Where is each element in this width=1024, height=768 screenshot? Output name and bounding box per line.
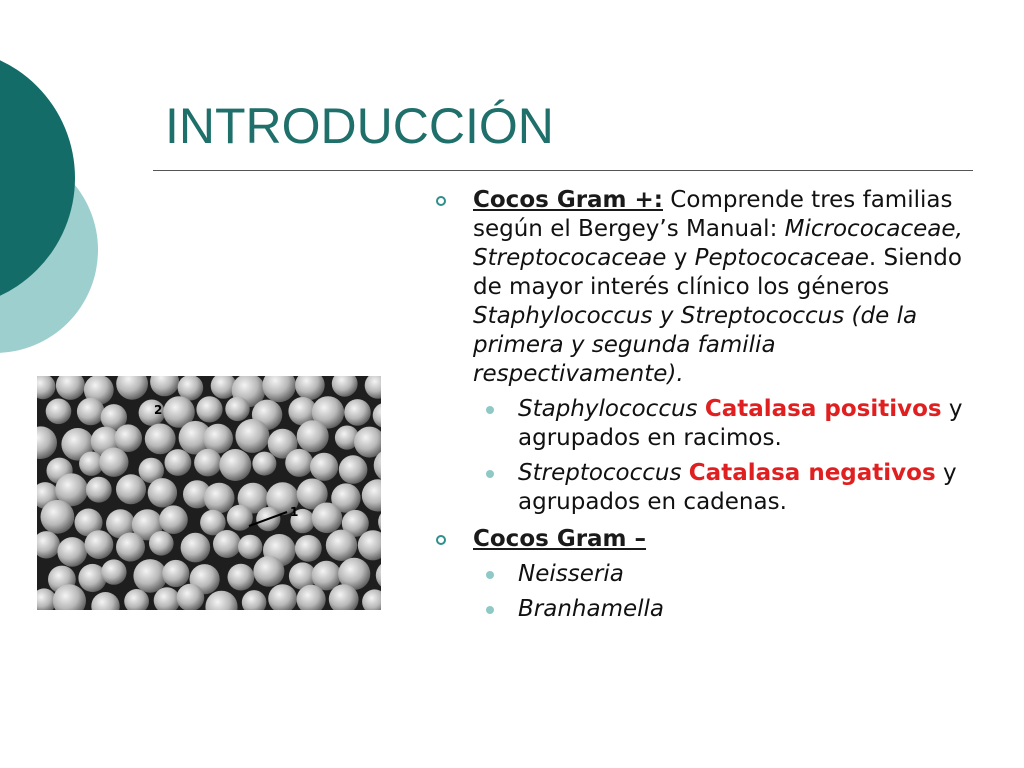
coccus-cell	[204, 483, 235, 514]
coccus-cell	[77, 398, 105, 426]
coccus-cell	[312, 503, 343, 534]
coccus-cell	[181, 533, 211, 563]
heading-gram-pos: Cocos Gram +:	[473, 187, 663, 213]
coccus-cell	[228, 564, 255, 591]
genus-name: Neisseria	[518, 561, 624, 587]
cocci-micrograph-image	[37, 376, 381, 610]
title-divider	[153, 170, 973, 171]
slide-title: INTRODUCCIÓN	[165, 98, 554, 154]
coccus-cell	[297, 420, 329, 452]
hollow-circle-bullet-icon	[436, 535, 446, 545]
coccus-cell	[85, 530, 114, 559]
dot-bullet-icon	[486, 470, 494, 478]
sub-bullet-streptococcus	[473, 459, 976, 517]
coccus-cell	[219, 449, 251, 481]
coccus-cell	[227, 505, 253, 531]
text-segment: Comprende tres familias según el Bergey’s Manual:	[473, 187, 953, 242]
coccus-cell	[285, 449, 313, 477]
dot-bullet-icon	[486, 406, 494, 414]
bullet-cocos-gram-positivos	[436, 186, 976, 389]
decorative-circles	[0, 0, 110, 400]
hollow-circle-bullet-icon	[436, 196, 446, 206]
coccus-cell	[225, 397, 249, 421]
coccus-cell	[86, 477, 112, 503]
coccus-cell	[41, 500, 75, 534]
slide-body	[436, 186, 976, 624]
dot-bullet-icon	[486, 571, 494, 579]
text-segment: y	[666, 245, 695, 271]
coccus-cell	[159, 505, 188, 534]
coccus-cell	[253, 556, 284, 587]
italic-genera: Staphylococcus y Streptococcus (de la primera y segunda familia respectivamente).	[473, 303, 918, 387]
coccus-cell	[162, 560, 189, 587]
coccus-cell	[213, 530, 241, 558]
coccus-cell	[238, 535, 262, 559]
coccus-cell	[148, 478, 177, 507]
bullet-cocos-gram-negativos	[436, 525, 976, 554]
dot-bullet-icon	[486, 606, 494, 614]
coccus-cell	[252, 452, 276, 476]
coccus-cell	[133, 559, 167, 593]
grouping-text: y agrupados en racimos.	[518, 396, 963, 451]
catalase-result: Catalasa negativos	[688, 460, 936, 486]
coccus-cell	[177, 584, 205, 610]
coccus-cell	[326, 530, 357, 561]
text-segment: . Siendo de mayor interés clínico los géneros	[473, 245, 962, 300]
grouping-text: y agrupados en cadenas.	[518, 460, 957, 515]
image-label-1: 1	[290, 505, 299, 519]
coccus-cell	[310, 453, 338, 481]
genus-name: Branhamella	[518, 596, 665, 622]
sub-bullet-branhamella	[473, 595, 976, 624]
image-label-2: 2	[154, 403, 163, 417]
coccus-cell	[235, 419, 269, 453]
coccus-cell	[196, 396, 222, 422]
coccus-cell	[295, 535, 322, 562]
coccus-cell	[116, 533, 145, 562]
coccus-cell	[99, 448, 128, 477]
heading-gram-neg: Cocos Gram –	[473, 526, 647, 552]
genus-name: Streptococcus	[518, 460, 682, 486]
coccus-cell	[101, 559, 126, 584]
coccus-cell	[194, 449, 222, 477]
coccus-cell	[114, 424, 142, 452]
genus-name: Staphylococcus	[518, 396, 698, 422]
catalase-result: Catalasa positivos	[704, 396, 942, 422]
italic-families: Micrococaceae, Streptococaceae	[473, 216, 963, 271]
coccus-cell	[116, 474, 146, 504]
sub-bullet-neisseria	[473, 560, 976, 589]
coccus-cell	[344, 399, 371, 426]
coccus-cell	[46, 399, 72, 425]
sub-bullet-staphylococcus	[473, 395, 976, 453]
coccus-cell	[165, 449, 192, 476]
coccus-cell	[339, 455, 368, 484]
coccus-cell	[57, 537, 87, 567]
italic-family: Peptococaceae	[694, 245, 869, 271]
coccus-cell	[145, 424, 176, 455]
coccus-cell	[149, 531, 174, 556]
